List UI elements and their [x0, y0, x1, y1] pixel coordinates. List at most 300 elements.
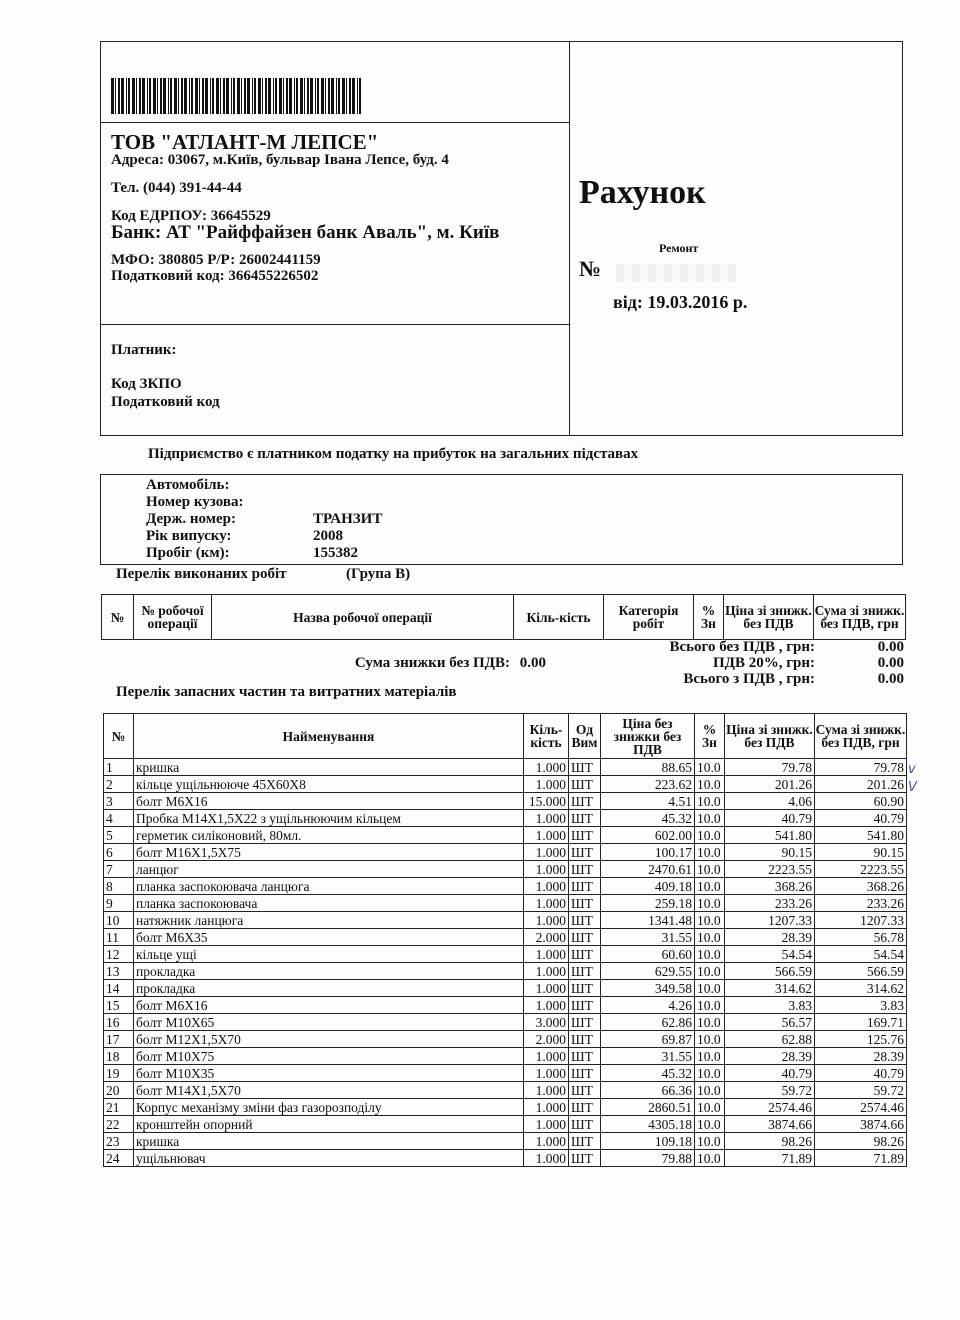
part-discount: 10.0 [695, 1048, 725, 1065]
part-num: 2 [104, 776, 134, 793]
part-discount: 10.0 [695, 793, 725, 810]
part-num: 4 [104, 810, 134, 827]
part-qty: 2.000 [524, 1031, 569, 1048]
part-discount: 10.0 [695, 1014, 725, 1031]
table-row [104, 963, 907, 980]
car-model-label: Автомобіль: [146, 477, 230, 493]
document-title: Рахунок [579, 174, 706, 211]
part-sum: 40.79 [815, 1065, 907, 1082]
barcode-bar [139, 78, 141, 114]
part-num: 6 [104, 844, 134, 861]
works-total-vat-label: Всього з ПДВ , грн: [683, 671, 815, 687]
document-number: № [579, 256, 602, 281]
works-col-sum: Сума зі знижк. без ПДВ, грн [814, 595, 906, 640]
part-unit: ШТ [569, 759, 601, 776]
part-disc-price: 4.06 [725, 793, 815, 810]
part-discount: 10.0 [695, 895, 725, 912]
part-disc-price: 3.83 [725, 997, 815, 1014]
part-unit: ШТ [569, 844, 601, 861]
part-num: 24 [104, 1150, 134, 1167]
table-row [104, 759, 907, 776]
part-price: 45.32 [601, 1065, 695, 1082]
barcode-bar [275, 78, 277, 114]
part-name: ущільнювач [134, 1150, 524, 1167]
part-unit: ШТ [569, 946, 601, 963]
part-price: 66.36 [601, 1082, 695, 1099]
part-discount: 10.0 [695, 1150, 725, 1167]
table-row [104, 1082, 907, 1099]
header-divider [101, 122, 569, 123]
barcode-bar [184, 78, 187, 114]
part-num: 1 [104, 759, 134, 776]
barcode-bar [153, 78, 156, 114]
part-name: планка заспокоювача ланцюга [134, 878, 524, 895]
part-price: 2470.61 [601, 861, 695, 878]
part-sum: 1207.33 [815, 912, 907, 929]
part-qty: 1.000 [524, 895, 569, 912]
barcode-bar [132, 78, 135, 114]
works-total-no-vat: 0.00 [877, 639, 904, 655]
parts-header-row [104, 714, 907, 759]
barcode-bar [338, 78, 340, 114]
barcode-bar [300, 78, 303, 114]
part-sum: 368.26 [815, 878, 907, 895]
part-sum: 201.26 [815, 776, 907, 793]
barcode-bar [111, 78, 114, 114]
part-name: болт М6Х16 [134, 997, 524, 1014]
part-price: 4.26 [601, 997, 695, 1014]
part-disc-price: 541.80 [725, 827, 815, 844]
part-name: кришка [134, 759, 524, 776]
part-discount: 10.0 [695, 997, 725, 1014]
barcode-bar [342, 78, 345, 114]
part-qty: 1.000 [524, 1116, 569, 1133]
barcode-bar [174, 78, 177, 114]
part-unit: ШТ [569, 776, 601, 793]
part-qty: 2.000 [524, 929, 569, 946]
barcode-bar [170, 78, 172, 114]
part-disc-price: 233.26 [725, 895, 815, 912]
part-disc-price: 79.78 [725, 759, 815, 776]
part-name: Пробка М14Х1,5Х22 з ущільнюючим кільцем [134, 810, 524, 827]
header-divider [101, 324, 569, 325]
works-col-category: Категорія робіт [604, 595, 694, 640]
part-discount: 10.0 [695, 844, 725, 861]
works-discount-label: Сума знижки без ПДВ: [354, 655, 510, 671]
part-discount: 10.0 [695, 827, 725, 844]
part-price: 100.17 [601, 844, 695, 861]
part-discount: 10.0 [695, 946, 725, 963]
redacted-number [616, 264, 736, 282]
part-price: 1341.48 [601, 912, 695, 929]
table-row [104, 997, 907, 1014]
part-sum: 566.59 [815, 963, 907, 980]
part-sum: 314.62 [815, 980, 907, 997]
car-mileage-value: 155382 [313, 545, 358, 561]
works-total-no-vat-label: Всього без ПДВ , грн: [669, 639, 815, 655]
company-edrpou: Код ЕДРПОУ: 36645529 [111, 208, 271, 224]
part-num: 11 [104, 929, 134, 946]
car-mileage-label: Пробіг (км): [146, 545, 230, 561]
barcode-bar [268, 78, 271, 114]
part-num: 5 [104, 827, 134, 844]
payer-zkpo-label: Код ЗКПО [111, 376, 182, 392]
barcode-bar [317, 78, 319, 114]
works-col-op-name: Назва робочої операції [212, 595, 514, 640]
barcode-bar [296, 78, 298, 114]
part-unit: ШТ [569, 1014, 601, 1031]
table-row [104, 844, 907, 861]
barcode-bar [331, 78, 334, 114]
car-plate-value: ТРАНЗИТ [313, 511, 383, 527]
part-disc-price: 3874.66 [725, 1116, 815, 1133]
part-qty: 1.000 [524, 878, 569, 895]
header-vertical-divider [569, 42, 570, 435]
barcode-bar [163, 78, 166, 114]
barcode-bar [307, 78, 309, 114]
part-name: кільце ущільнююче 45Х60Х8 [134, 776, 524, 793]
part-disc-price: 2574.46 [725, 1099, 815, 1116]
part-discount: 10.0 [695, 861, 725, 878]
part-name: болт М12Х1,5Х70 [134, 1031, 524, 1048]
parts-col-name: Найменування [134, 714, 524, 759]
part-disc-price: 368.26 [725, 878, 815, 895]
barcode [111, 78, 366, 114]
barcode-bar [189, 78, 190, 114]
table-row [104, 1099, 907, 1116]
part-price: 349.58 [601, 980, 695, 997]
barcode-bar [149, 78, 151, 114]
part-disc-price: 2223.55 [725, 861, 815, 878]
barcode-bar [336, 78, 337, 114]
company-mfo: МФО: 380805 Р/Р: 26002441159 [111, 252, 321, 268]
table-row [104, 912, 907, 929]
barcode-bar [247, 78, 250, 114]
part-discount: 10.0 [695, 929, 725, 946]
works-vat: 0.00 [877, 655, 904, 671]
part-discount: 10.0 [695, 1031, 725, 1048]
part-disc-price: 62.88 [725, 1031, 815, 1048]
parts-col-qty: Кіль-кість [524, 714, 569, 759]
part-sum: 2223.55 [815, 861, 907, 878]
barcode-bar [349, 78, 351, 114]
part-name: кришка [134, 1133, 524, 1150]
table-row [104, 1014, 907, 1031]
barcode-bar [220, 78, 221, 114]
barcode-bar [352, 78, 355, 114]
part-unit: ШТ [569, 810, 601, 827]
table-row [104, 980, 907, 997]
part-name: болт М10Х75 [134, 1048, 524, 1065]
part-num: 14 [104, 980, 134, 997]
part-price: 45.32 [601, 810, 695, 827]
barcode-bar [216, 78, 219, 114]
car-info-box [100, 474, 903, 565]
part-num: 10 [104, 912, 134, 929]
part-qty: 1.000 [524, 810, 569, 827]
table-row [104, 861, 907, 878]
parts-col-disc-price: Ціна зі знижк. без ПДВ [725, 714, 815, 759]
part-unit: ШТ [569, 895, 601, 912]
part-sum: 90.15 [815, 844, 907, 861]
works-title: Перелік виконаних робіт [116, 566, 287, 582]
part-price: 602.00 [601, 827, 695, 844]
barcode-bar [273, 78, 274, 114]
barcode-bar [357, 78, 358, 114]
part-name: кільце ущі [134, 946, 524, 963]
part-discount: 10.0 [695, 1133, 725, 1150]
table-row [104, 810, 907, 827]
barcode-bar [157, 78, 158, 114]
barcode-bar [289, 78, 292, 114]
parts-table [103, 713, 907, 1167]
part-name: болт М6Х35 [134, 929, 524, 946]
part-discount: 10.0 [695, 776, 725, 793]
works-col-discount: % Зн [694, 595, 724, 640]
barcode-bar [346, 78, 347, 114]
barcode-bar [283, 78, 284, 114]
part-price: 88.65 [601, 759, 695, 776]
company-tax-code: Податковий код: 366455226502 [111, 268, 319, 284]
barcode-bar [321, 78, 324, 114]
barcode-bar [231, 78, 232, 114]
part-unit: ШТ [569, 1150, 601, 1167]
payer-label: Платник: [111, 342, 177, 358]
barcode-bar [241, 78, 242, 114]
barcode-bar [142, 78, 145, 114]
part-num: 15 [104, 997, 134, 1014]
part-num: 19 [104, 1065, 134, 1082]
part-disc-price: 314.62 [725, 980, 815, 997]
part-disc-price: 40.79 [725, 810, 815, 827]
part-disc-price: 98.26 [725, 1133, 815, 1150]
table-row [104, 793, 907, 810]
company-phone: Тел. (044) 391-44-44 [111, 180, 242, 196]
barcode-bar [226, 78, 229, 114]
barcode-bar [115, 78, 116, 114]
barcode-bar [325, 78, 326, 114]
parts-col-price: Ціна без знижки без ПДВ [601, 714, 695, 759]
payer-tax-label: Податковий код [111, 394, 220, 410]
company-address: Адреса: 03067, м.Київ, бульвар Івана Лепсе, буд. 4 [111, 152, 449, 168]
barcode-bar [359, 78, 361, 114]
barcode-bar [304, 78, 305, 114]
table-row [104, 1065, 907, 1082]
part-discount: 10.0 [695, 810, 725, 827]
barcode-bar [136, 78, 137, 114]
table-row [104, 1116, 907, 1133]
table-row [104, 1048, 907, 1065]
part-unit: ШТ [569, 1133, 601, 1150]
part-qty: 1.000 [524, 997, 569, 1014]
part-unit: ШТ [569, 1099, 601, 1116]
part-name: планка заспокоювача [134, 895, 524, 912]
part-name: прокладка [134, 980, 524, 997]
part-name: Корпус механізму зміни фаз газорозподілу [134, 1099, 524, 1116]
barcode-bar [212, 78, 214, 114]
part-price: 109.18 [601, 1133, 695, 1150]
barcode-bar [279, 78, 282, 114]
part-discount: 10.0 [695, 963, 725, 980]
table-row [104, 946, 907, 963]
part-disc-price: 54.54 [725, 946, 815, 963]
part-qty: 1.000 [524, 1065, 569, 1082]
part-name: ланцюг [134, 861, 524, 878]
part-unit: ШТ [569, 1082, 601, 1099]
works-group: (Група В) [346, 566, 411, 582]
part-unit: ШТ [569, 793, 601, 810]
part-num: 21 [104, 1099, 134, 1116]
part-qty: 1.000 [524, 776, 569, 793]
part-disc-price: 28.39 [725, 1048, 815, 1065]
part-name: болт М16Х1,5Х75 [134, 844, 524, 861]
part-price: 31.55 [601, 929, 695, 946]
part-qty: 1.000 [524, 980, 569, 997]
part-discount: 10.0 [695, 1099, 725, 1116]
part-num: 9 [104, 895, 134, 912]
part-price: 2860.51 [601, 1099, 695, 1116]
document-date: від: 19.03.2016 р. [613, 292, 748, 312]
parts-col-unit: Од Вим [569, 714, 601, 759]
part-sum: 40.79 [815, 810, 907, 827]
part-price: 62.86 [601, 1014, 695, 1031]
part-num: 13 [104, 963, 134, 980]
table-row [104, 895, 907, 912]
part-sum: 233.26 [815, 895, 907, 912]
barcode-bar [181, 78, 183, 114]
part-unit: ШТ [569, 1065, 601, 1082]
works-col-qty: Кіль-кість [514, 595, 604, 640]
part-qty: 1.000 [524, 1133, 569, 1150]
works-table [101, 594, 906, 640]
barcode-bar [202, 78, 204, 114]
barcode-bar [328, 78, 330, 114]
part-qty: 1.000 [524, 1082, 569, 1099]
table-row [104, 827, 907, 844]
part-name: прокладка [134, 963, 524, 980]
works-col-op-num: № робочої операції [134, 595, 212, 640]
part-disc-price: 28.39 [725, 929, 815, 946]
part-name: кронштейн опорний [134, 1116, 524, 1133]
part-unit: ШТ [569, 963, 601, 980]
part-sum: 54.54 [815, 946, 907, 963]
part-name: болт М6Х16 [134, 793, 524, 810]
part-num: 20 [104, 1082, 134, 1099]
part-disc-price: 90.15 [725, 844, 815, 861]
part-disc-price: 56.57 [725, 1014, 815, 1031]
part-unit: ШТ [569, 1048, 601, 1065]
part-num: 12 [104, 946, 134, 963]
barcode-bar [286, 78, 288, 114]
part-qty: 1.000 [524, 759, 569, 776]
barcode-bar [118, 78, 120, 114]
barcode-bar [310, 78, 313, 114]
barcode-bar [265, 78, 267, 114]
part-discount: 10.0 [695, 759, 725, 776]
part-num: 23 [104, 1133, 134, 1150]
part-name: болт М10Х35 [134, 1065, 524, 1082]
barcode-bar [262, 78, 263, 114]
part-disc-price: 40.79 [725, 1065, 815, 1082]
barcode-bar [121, 78, 124, 114]
part-price: 4305.18 [601, 1116, 695, 1133]
part-qty: 1.000 [524, 963, 569, 980]
parts-col-discount: % Зн [695, 714, 725, 759]
part-disc-price: 59.72 [725, 1082, 815, 1099]
car-year-label: Рік випуску: [146, 528, 232, 544]
part-disc-price: 566.59 [725, 963, 815, 980]
part-qty: 1.000 [524, 1048, 569, 1065]
company-bank: Банк: АТ "Райффайзен банк Аваль", м. Київ [111, 222, 500, 243]
barcode-bar [195, 78, 198, 114]
barcode-bar [210, 78, 211, 114]
part-num: 17 [104, 1031, 134, 1048]
part-num: 8 [104, 878, 134, 895]
barcode-bar [244, 78, 246, 114]
parts-title: Перелік запасних частин та витратних матеріалів [116, 684, 457, 700]
barcode-bar [178, 78, 179, 114]
car-plate-label: Держ. номер: [146, 511, 236, 527]
barcode-bar [254, 78, 256, 114]
works-vat-label: ПДВ 20%, грн: [712, 655, 815, 671]
part-sum: 60.90 [815, 793, 907, 810]
part-name: герметик силіконовий, 80мл. [134, 827, 524, 844]
part-unit: ШТ [569, 861, 601, 878]
part-name: болт М10Х65 [134, 1014, 524, 1031]
works-col-price: Ціна зі знижк. без ПДВ [724, 595, 814, 640]
barcode-bar [160, 78, 162, 114]
car-body-label: Номер кузова: [146, 494, 244, 510]
parts-col-num: № [104, 714, 134, 759]
part-sum: 71.89 [815, 1150, 907, 1167]
barcode-bar [315, 78, 316, 114]
part-qty: 1.000 [524, 861, 569, 878]
part-num: 18 [104, 1048, 134, 1065]
table-row [104, 929, 907, 946]
part-unit: ШТ [569, 1031, 601, 1048]
part-price: 223.62 [601, 776, 695, 793]
barcode-bar [205, 78, 208, 114]
barcode-bar [294, 78, 295, 114]
part-unit: ШТ [569, 929, 601, 946]
part-disc-price: 1207.33 [725, 912, 815, 929]
works-header-row [102, 595, 906, 640]
part-qty: 1.000 [524, 827, 569, 844]
part-qty: 1.000 [524, 1099, 569, 1116]
part-qty: 15.000 [524, 793, 569, 810]
works-col-num: № [102, 595, 134, 640]
handwritten-checkmark: V [908, 780, 917, 795]
part-discount: 10.0 [695, 1116, 725, 1133]
barcode-bar [237, 78, 240, 114]
table-row [104, 878, 907, 895]
table-row [104, 776, 907, 793]
part-num: 7 [104, 861, 134, 878]
part-sum: 169.71 [815, 1014, 907, 1031]
part-num: 22 [104, 1116, 134, 1133]
company-name: ТОВ "АТЛАНТ-М ЛЕПСЕ" [111, 130, 379, 154]
table-row [104, 1031, 907, 1048]
document-type: Ремонт [659, 241, 699, 255]
part-unit: ШТ [569, 1116, 601, 1133]
barcode-bar [223, 78, 225, 114]
part-num: 16 [104, 1014, 134, 1031]
part-sum: 125.76 [815, 1031, 907, 1048]
tax-notice: Підприємство є платником податку на прибуток на загальних підставах [148, 446, 639, 462]
part-disc-price: 201.26 [725, 776, 815, 793]
part-num: 3 [104, 793, 134, 810]
part-disc-price: 71.89 [725, 1150, 815, 1167]
